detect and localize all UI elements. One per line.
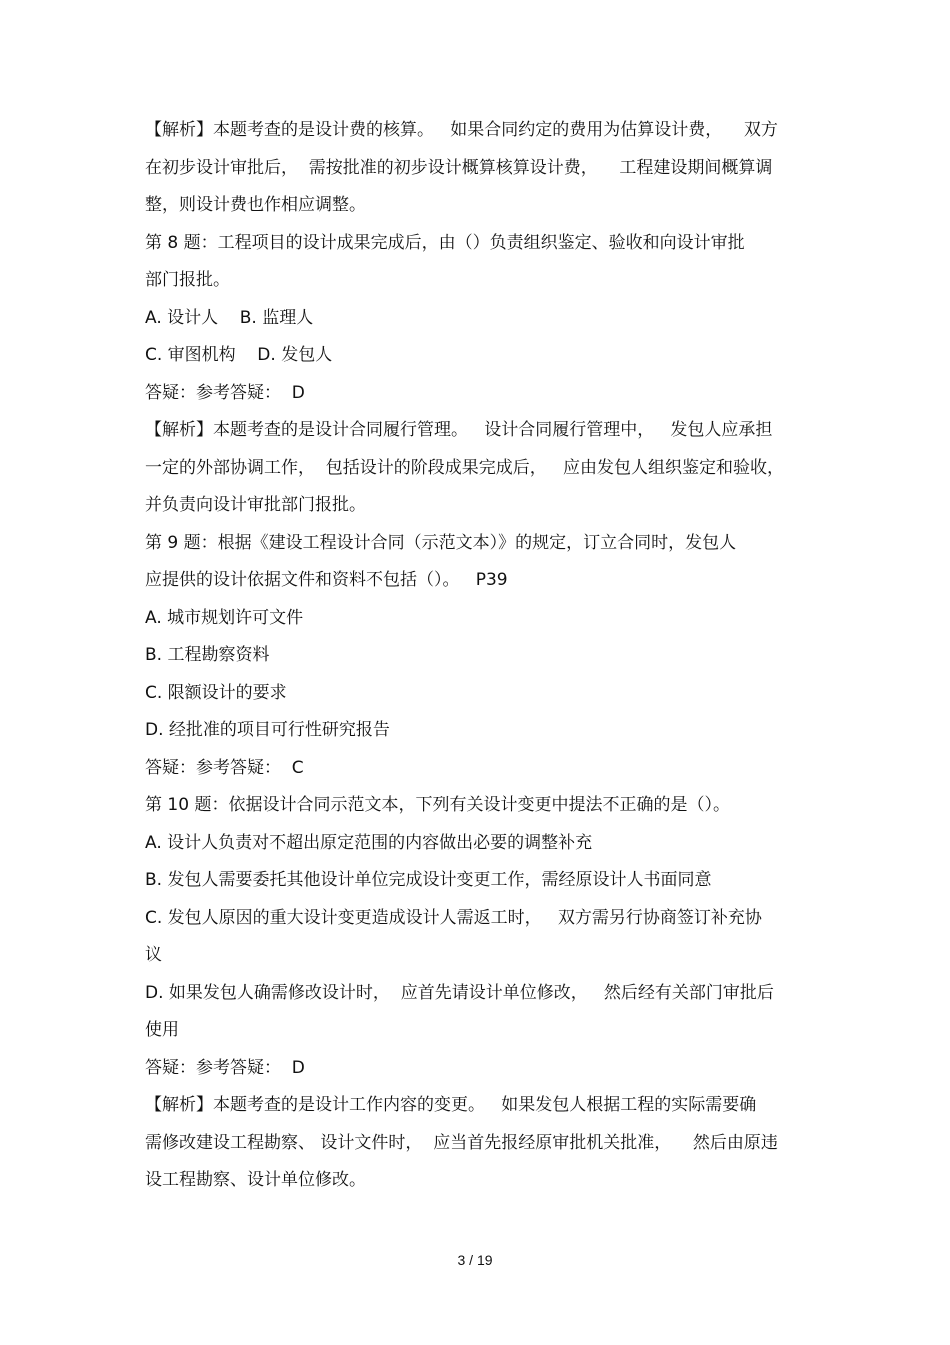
text-line: A. 设计人 B. 监理人 [145, 307, 314, 328]
text-line: B. 发包人需要委托其他设计单位完成设计变更工作，需经原设计人书面同意 [145, 870, 712, 890]
text-line: 部门报批。 [145, 270, 230, 290]
document-body [145, 112, 815, 1200]
text-line: A. 城市规划许可文件 [145, 607, 304, 628]
text-line: 设工程勘察、设计单位修改。 [145, 1170, 366, 1190]
text-line: 并负责向设计审批部门报批。 [145, 495, 366, 515]
text-line: B. 工程勘察资料 [145, 645, 270, 665]
text-line: A. 设计人负责对不超出原定范围的内容做出必要的调整补充 [145, 832, 593, 853]
text-line: D. 经批准的项目可行性研究报告 [145, 720, 390, 740]
text-line: 议 [145, 945, 162, 965]
text-line: 第 8 题：工程项目的设计成果完成后，由（）负责组织鉴定、验收和向设计审批 [145, 232, 745, 253]
text-line: 答疑：参考答疑： D [145, 1057, 305, 1078]
text-line: 需修改建设工程勘察、 设计文件时， 应当首先报经原审批机关批准， 然后由原违 [145, 1132, 778, 1153]
text-line: 一定的外部协调工作， 包括设计的阶段成果完成后， 应由发包人组织鉴定和验收， [145, 457, 785, 478]
text-line: 应提供的设计依据文件和资料不包括（）。 P39 [145, 570, 508, 590]
text-line: C. 限额设计的要求 [145, 682, 287, 703]
text-line: 使用 [145, 1020, 179, 1040]
text-line: 第 10 题：依据设计合同示范文本，下列有关设计变更中提法不正确的是（）。 [145, 795, 730, 815]
text-line: C. 发包人原因的重大设计变更造成设计人需返工时， 双方需另行协商签订补充协 [145, 907, 762, 928]
text-line: 【解析】本题考查的是设计合同履行管理。 设计合同履行管理中， 发包人应承担 [145, 420, 773, 440]
text-line: 答疑：参考答疑： D [145, 382, 305, 403]
page-number: 3 / 19 [457, 1252, 493, 1268]
text-line: D. 如果发包人确需修改设计时， 应首先请设计单位修改， 然后经有关部门审批后 [145, 982, 774, 1003]
text-line: C. 审图机构 D. 发包人 [145, 345, 333, 365]
text-line: 答疑：参考答疑： C [145, 757, 304, 778]
text-line: 整，则设计费也作相应调整。 [145, 195, 366, 215]
text-line: 第 9 题：根据《建设工程设计合同（示范文本）》的规定，订立合同时，发包人 [145, 532, 737, 553]
text-line: 在初步设计审批后， 需按批准的初步设计概算核算设计费， 工程建设期间概算调 [145, 157, 773, 178]
text-line: 【解析】本题考查的是设计工作内容的变更。 如果发包人根据工程的实际需要确 [145, 1095, 757, 1115]
text-line: 【解析】本题考查的是设计费的核算。 如果合同约定的费用为估算设计费， 双方 [145, 120, 778, 140]
